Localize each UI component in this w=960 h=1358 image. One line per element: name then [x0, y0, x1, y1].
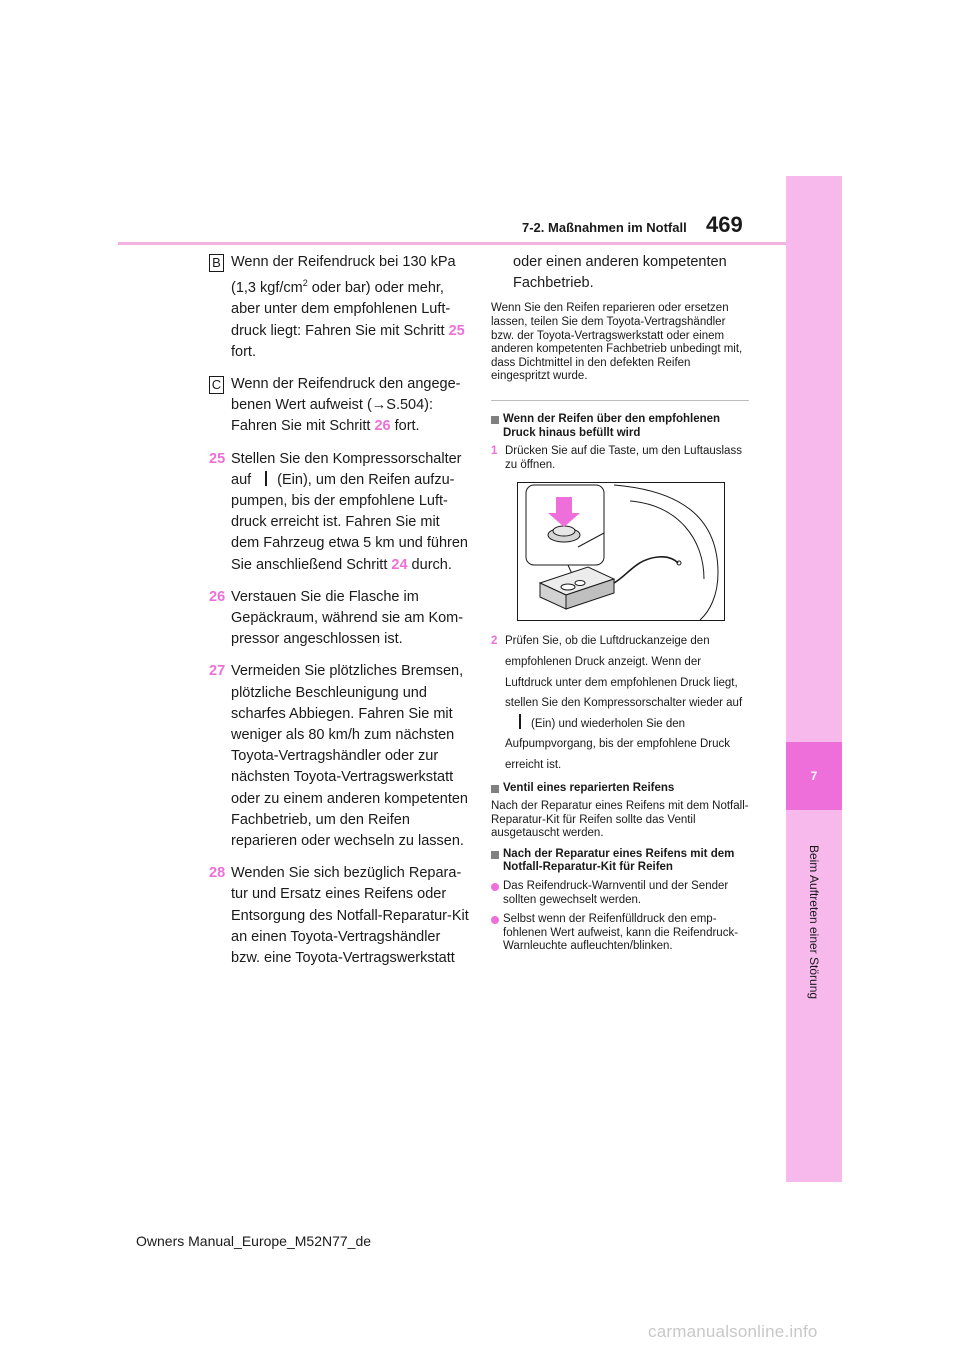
header-rule [118, 242, 786, 245]
step-1-number: 1 [491, 445, 498, 458]
chapter-side-tab [786, 176, 842, 1182]
overinflate-step-1 [491, 445, 749, 472]
bullet-text: Das Reifendruck-Warnventil und der Sender sollten gewechselt werden. [503, 880, 729, 906]
label-b: B [209, 254, 224, 272]
step-2-text-a: Prüfen Sie, ob die Luftdruckanzeige den empfohlenen Druck anzeigt. Wenn der Luftdruck unter dem empfohlenen Druck liegt, stellen Sie den Kompressorschalter wieder auf [505, 635, 743, 710]
compressor-release-button-illustration [517, 482, 725, 621]
after-repair-bullet-1 [491, 880, 749, 907]
step-26 [209, 587, 471, 651]
section-after-repair-heading [491, 848, 749, 875]
step-25-number: 25 [209, 450, 226, 467]
bullet-text: Selbst wenn der Reifenfülldruck den empfohlenen Wert aufweist, kann die Reifendruck-Warnleuchte aufleuchten/blinken. [503, 913, 739, 953]
section-overinflated-heading [491, 413, 749, 440]
repair-note: Wenn Sie den Reifen reparieren oder ersetzen lassen, teilen Sie dem Toyota-Vertragshändler bzw. der Toyota-Vertragswerkstatt oder einem anderen kompetenten Fachbetrieb unbedingt mit, dass Dichtmittel in den defekten Reifen eingespritzt wurde. [491, 302, 743, 383]
entry-b-superscript: 2 [302, 278, 308, 289]
entry-b-text-b: oder bar) oder mehr, aber unter dem empfohlenen Luftdruck liegt: Fahren Sie mit Schritt [231, 280, 451, 339]
entry-b [209, 252, 471, 363]
after-repair-bullet-2 [491, 913, 749, 954]
step-27-text: Vermeiden Sie plötzliches Bremsen, plötzliche Beschleunigung und scharfes Abbiegen. Fahren Sie mit weniger als 80 km/h zum nächsten Toyota-Vertragshändler oder zur nächsten Toyota-Vertragswerkstatt oder zu einem anderen kompetenten Fachbetrieb, um den Reifen reparieren oder wechseln zu lassen. [231, 663, 468, 850]
entry-b-text-a: Wenn der Reifendruck bei 130 kPa (1,3 kgf/cm [231, 254, 456, 297]
heading-text: Wenn der Reifen über den empfohlenen Druck hinaus befüllt wird [503, 412, 721, 439]
left-column [209, 252, 471, 980]
step-25 [209, 449, 471, 576]
heading-text: Nach der Reparatur eines Reifens mit dem Notfall-Reparatur-Kit für Reifen [503, 847, 735, 874]
valve-text: Nach der Reparatur eines Reifens mit dem Notfall-Reparatur-Kit für Reifen sollte das Ventil ausgetauscht werden. [491, 800, 749, 840]
entry-b-text-c: fort. [231, 343, 256, 360]
step-ref-25: 25 [448, 322, 465, 339]
label-c: C [209, 376, 224, 394]
step-2-text-b: (Ein) und wiederholen Sie den Aufpumpvorgang, bis der empfohlene Druck erreicht ist. [505, 717, 731, 771]
step-1-text: Drücken Sie auf die Taste, um den Luftauslass zu öffnen. [505, 445, 742, 471]
step-26-text: Verstauen Sie die Flasche im Gepäckraum, während sie am Kompressor angeschlossen ist. [231, 588, 464, 648]
chapter-number-box [786, 742, 842, 810]
step-2-number: 2 [491, 635, 498, 648]
entry-c [209, 374, 471, 438]
square-bullet-icon [491, 785, 499, 793]
continuation-text: oder einen anderen kompetenten Fachbetrieb. [513, 254, 727, 292]
compressor-illustration-icon [518, 483, 724, 620]
entry-c-text-b: fort. [390, 418, 420, 435]
step-28-text: Wenden Sie sich bezüglich Reparatur und Ersatz eines Reifens oder Entsorgung des Notfall-Reparatur-Kit an einen Toyota-Vertragshändler bzw. eine Toyota-Vertragswerkstatt [231, 865, 469, 967]
overinflate-step-2 [491, 631, 749, 775]
on-switch-icon [519, 714, 521, 729]
entry-c-text-a: Wenn der Reifendruck den angegebenen Wert aufweist (→S.504): Fahren Sie mit Schritt [231, 376, 461, 435]
watermark: carmanualsonline.info [648, 1322, 818, 1341]
step-27-number: 27 [209, 663, 226, 680]
square-bullet-icon [491, 416, 499, 424]
step-28 [209, 863, 471, 969]
round-bullet-icon [491, 883, 499, 891]
step-25-text-a: Stellen Sie den Kompressorschalter auf [231, 450, 462, 488]
step-25-text-b: (Ein), um den Reifen aufzupumpen, bis der empfohlene Luftdruck erreicht ist. Fahren Sie mit dem Fahrzeug etwa 5 km und führen Sie anschließend Schritt [231, 471, 468, 573]
page-footer: Owners Manual_Europe_M52N77_de [136, 1233, 372, 1249]
round-bullet-icon [491, 916, 499, 924]
step-ref-26: 26 [374, 418, 391, 435]
right-column [491, 252, 749, 960]
step-25-text-c: durch. [407, 556, 452, 573]
section-title: 7-2. Maßnahmen im Notfall [522, 220, 687, 235]
page-number: 469 [706, 212, 743, 237]
step-26-number: 26 [209, 588, 226, 605]
on-switch-icon [265, 471, 267, 486]
heading-text: Ventil eines reparierten Reifens [503, 781, 675, 794]
step-28-number: 28 [209, 865, 226, 882]
step-27 [209, 661, 471, 852]
step-ref-24: 24 [391, 556, 408, 573]
chapter-number: 7 [810, 769, 818, 783]
square-bullet-icon [491, 851, 499, 859]
section-valve-heading [491, 782, 749, 796]
chapter-label: Beim Auftreten einer Störung [807, 844, 821, 1000]
section-divider [491, 400, 749, 401]
